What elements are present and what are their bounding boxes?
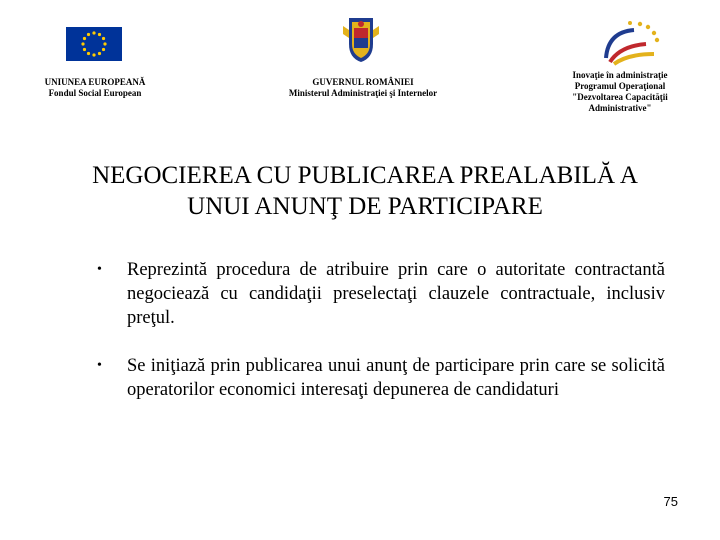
program-caption-line4: Administrative" (588, 103, 652, 113)
eu-star-icon (103, 42, 106, 45)
eu-star-icon (102, 37, 105, 40)
coat-of-arms-logo (341, 14, 381, 64)
eu-star-icon (102, 48, 105, 51)
page-number: 75 (663, 494, 678, 509)
bullet-text: Se iniţiază prin publicarea unui anunţ de participare prin care se solicită operatorilor economici interesaţi depunerea de candidaturi (127, 356, 665, 400)
bullet-dot-icon: • (97, 358, 102, 373)
government-caption (258, 77, 468, 99)
bullet-list (95, 258, 665, 426)
program-logo (600, 18, 662, 66)
government-caption-line1: GUVERNUL ROMÂNIEI (312, 77, 414, 87)
slide-title-line2: UNUI ANUNŢ DE PARTICIPARE (187, 193, 543, 220)
program-caption-line3: "Dezvoltarea Capacităţii (572, 92, 668, 102)
bullet-text: Reprezintă procedura de atribuire prin care o autoritate contractantă negociează cu candidaţii preselectaţi clauzele contractuale, inclusiv preţul. (127, 260, 665, 328)
eu-star-icon (87, 52, 90, 55)
eu-flag-logo (66, 27, 122, 61)
eu-caption-line2: Fondul Social European (48, 88, 142, 98)
eu-star-icon (98, 33, 101, 36)
eu-caption (20, 77, 170, 99)
slide-title-line1: NEGOCIEREA CU PUBLICAREA PREALABILĂ A (92, 162, 638, 189)
program-caption (555, 70, 685, 114)
eu-caption-line1: UNIUNEA EUROPEANĂ (44, 77, 146, 87)
government-caption-line2: Ministerul Administraţiei şi Internelor (288, 88, 438, 98)
eu-star-icon (83, 48, 86, 51)
eu-star-icon (81, 42, 84, 45)
eu-star-icon (92, 31, 95, 34)
eu-star-icon (98, 52, 101, 55)
eu-star-icon (83, 37, 86, 40)
bullet-item (95, 354, 665, 402)
bullet-dot-icon: • (97, 262, 102, 277)
program-caption-line1: Inovaţie în administraţie (572, 70, 668, 80)
eu-star-icon (87, 33, 90, 36)
program-caption-line2: Programul Operaţional (574, 81, 666, 91)
bullet-item (95, 258, 665, 330)
eu-star-icon (92, 53, 95, 56)
slide-title (20, 160, 710, 222)
